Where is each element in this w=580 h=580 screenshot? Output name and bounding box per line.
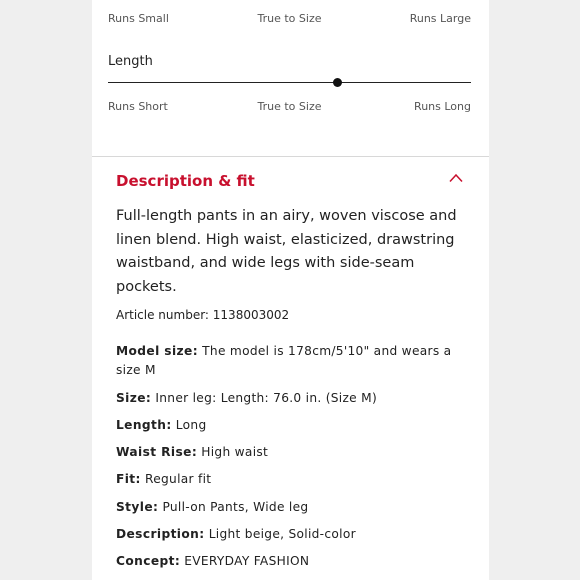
description-fit-header[interactable]	[116, 170, 463, 192]
description-fit-title: Description & fit	[116, 172, 255, 190]
spec-row-waist-rise	[116, 443, 475, 462]
spec-label: Model size:	[116, 344, 198, 358]
spec-value: Light beige, Solid-color	[208, 527, 356, 541]
size-scale-label-left: Runs Small	[108, 12, 169, 25]
product-details-panel	[92, 0, 489, 580]
section-divider	[92, 156, 489, 157]
size-scale-label-right: Runs Large	[409, 12, 471, 25]
spec-label: Size:	[116, 391, 152, 405]
spec-label: Style:	[116, 500, 159, 514]
spec-row-style	[116, 498, 475, 517]
chevron-up-icon[interactable]	[449, 173, 463, 183]
spec-label: Length:	[116, 418, 172, 432]
spec-label: Description:	[116, 527, 205, 541]
spec-value: Long	[175, 418, 207, 432]
spec-value: High waist	[201, 445, 269, 459]
article-number: Article number: 1138003002	[116, 308, 290, 322]
spec-label: Waist Rise:	[116, 445, 198, 459]
spec-row-concept	[116, 552, 475, 571]
spec-label: Fit:	[116, 472, 141, 486]
spec-row-description	[116, 525, 475, 544]
size-scale-label-center: True to Size	[257, 12, 322, 25]
length-scale-label-right: Runs Long	[414, 100, 471, 113]
spec-value: Inner leg: Length: 76.0 in. (Size M)	[155, 391, 378, 405]
spec-row-model-size	[116, 342, 475, 380]
product-description: Full-length pants in an airy, woven viscose and linen blend. High waist, elasticized, drawstring waistband, and wide legs with side-seam pockets.	[116, 208, 457, 295]
length-scale-title: Length	[108, 54, 153, 69]
spec-row-length	[116, 416, 475, 435]
spec-value: Pull-on Pants, Wide leg	[162, 500, 309, 514]
spec-row-size	[116, 389, 475, 408]
spec-row-fit	[116, 470, 475, 489]
length-scale-indicator	[333, 78, 342, 87]
spec-value: Regular fit	[145, 472, 212, 486]
length-scale-track	[108, 82, 471, 83]
spec-value: EVERYDAY FASHION	[184, 554, 310, 568]
length-scale-label-left: Runs Short	[108, 100, 168, 113]
length-scale-label-center: True to Size	[257, 100, 322, 113]
spec-label: Concept:	[116, 554, 181, 568]
spec-value: The model is 178cm/5'10" and wears a size M	[116, 344, 452, 377]
